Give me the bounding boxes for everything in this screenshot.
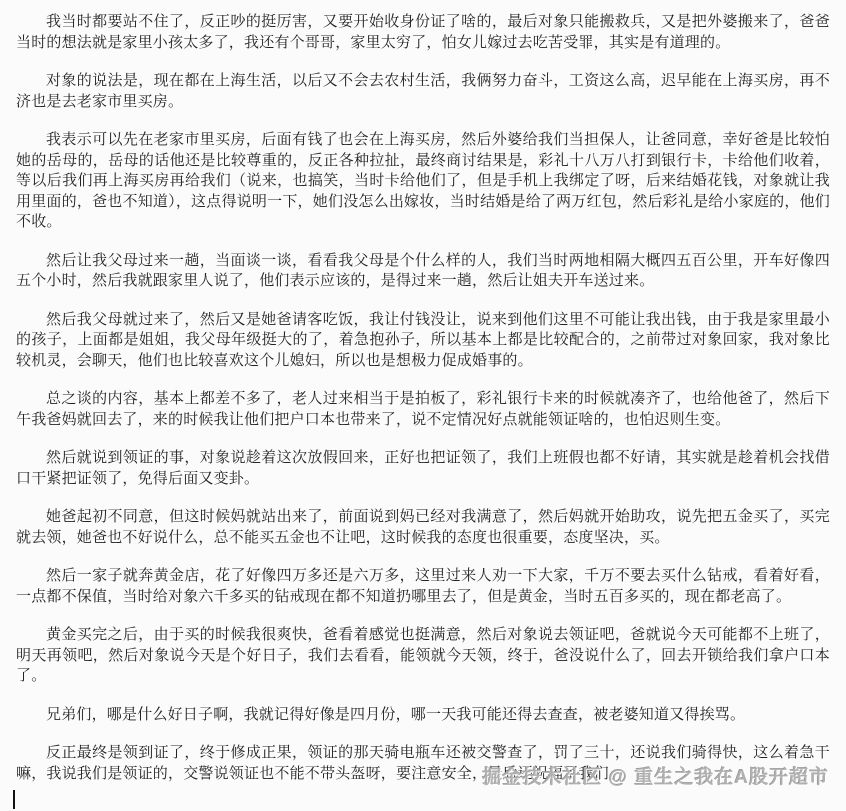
paragraph: 对象的说法是，现在都在上海生活，以后又不会去农村生活，我俩努力奋斗，工资这么高，迟早能在上海买房，再不济也是去老家市里买房。: [16, 72, 830, 110]
paragraph: 然后让我父母过来一趟，当面谈一谈，看看我父母是个什么样的人，我们当时两地相隔大概四五百公里，开车好像四五个小时，然后我就跟家里人说了，他们表示应该的，是得过来一趟，然后让姐夫开车送过来。: [16, 251, 830, 289]
paragraph: 然后就说到领证的事，对象说趁着这次放假回来，正好也把证领了，我们上班假也都不好请，其实就是趁着机会找借口干紧把证领了，免得后面又变卦。: [16, 449, 830, 487]
paragraph: 我表示可以先在老家市里买房，后面有钱了也会在上海买房，然后外婆给我们当担保人，让爸同意，幸好爸是比较怕她的岳母的，岳母的话他还是比较尊重的，反正各种拉扯，最终商讨结果是，彩礼十八万八打到银行卡，卡给他们收着，等以后我们再上海买房再给我们（说来，也搞笑，当时卡给他们了，但是手机上我绑定了呀，后来结婚花钱，对象就让我用里面的，爸也不知道），这点得说明一下，她们没怎么出嫁妆，当时结婚是给了两万红包，然后彩礼是给小家庭的，他们不收。: [16, 131, 830, 230]
paragraph: 我当时都要站不住了，反正吵的挺厉害，又要开始收身份证了啥的，最后对象只能搬救兵，又是把外婆搬来了，爸爸当时的想法就是家里小孩太多了，我还有个哥哥，家里太穷了，怕女儿嫁过去吃苦受罪，其实是有道理的。: [16, 13, 830, 51]
paragraph: 兄弟们，哪是什么好日子啊，我就记得好像是四月份，哪一天我可能还得去查查，被老婆知道又得挨骂。: [46, 705, 746, 723]
paragraph: 黄金买完之后，由于买的时候我很爽快，爸看着感觉也挺满意，然后对象说去领证吧，爸就说今天可能都不上班了，明天再领吧，然后对象说今天是个好日子，我们去看看，能领就今天领，终于，爸没说什么了，回去开锁给我们拿户口本了。: [16, 626, 830, 684]
paragraph: 总之谈的内容，基本上都差不多了，老人过来相当于是拍板了，彩礼银行卡来的时候就凑齐了，也给他爸了，然后下午我爸妈就回去了，来的时候我让他们把户口本也带来了，说不定情况好点就能领证啥的，也怕迟则生变。: [16, 390, 830, 428]
paragraph: 反正最终是领到证了，终于修成正果，领证的那天骑电瓶车还被交警查了，罚了三十，还说我们骑得快，这么着急干嘛，我说我们是领证的，交警说领证也不能不带头盔呀，要注意安全，最后还祝福了我们。: [16, 744, 830, 782]
paragraph: 她爸起初不同意，但这时候妈就站出来了，前面说到妈已经对我满意了，然后妈就开始助攻，说先把五金买了，买完就去领，她爸也不好说什么，总不能买五金也不让吧，这时候我的态度也很重要，态度坚决，买。: [16, 508, 830, 546]
paragraph: 然后一家子就奔黄金店，花了好像四万多还是六万多，这里过来人劝一下大家，千万不要去买什么钻戒，看着好看，一点都不保值，当时给对象六千多买的钻戒现在都不知道扔哪里去了，但是黄金，当时五百多买的，现在都老高了。: [16, 567, 830, 605]
paragraph: 然后我父母就过来了，然后又是她爸请客吃饭，我让付钱没让，说来到他们这里不可能让我出钱，由于我是家里最小的孩子，上面都是姐姐，我父母年级挺大的了，着急抱孙子，所以基本上都是比较配合的，之前带过对象回家，我对象比较机灵，会聊天，他们也比较喜欢这个儿媳妇，所以也是想极力促成婚事的。: [16, 310, 830, 369]
watermark: 掘金技术社区 @ 重生之我在A股开超市: [482, 767, 829, 788]
text-cursor: [13, 790, 15, 809]
